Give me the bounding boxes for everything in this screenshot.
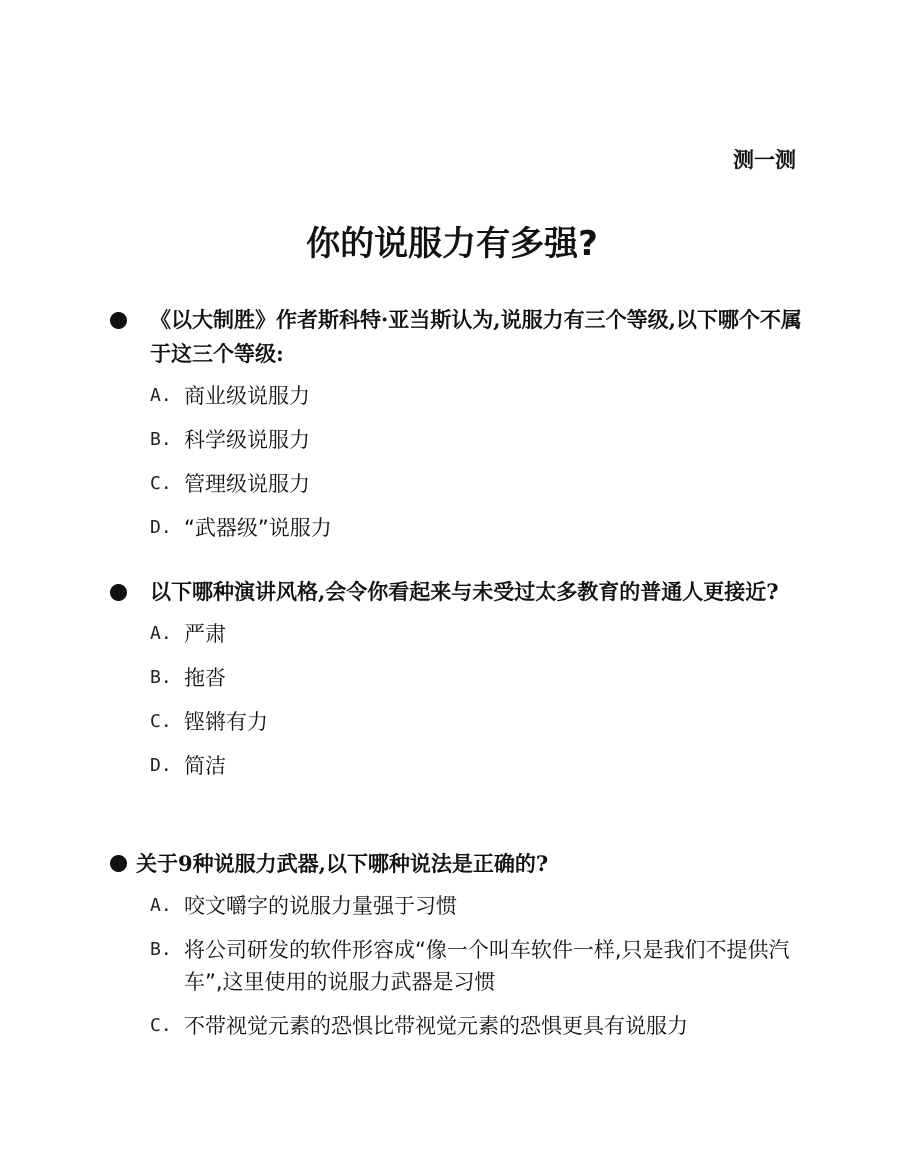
option-item [150, 750, 810, 782]
option-item [150, 618, 810, 650]
option-text: 咬文嚼字的说服力量强于习惯 [184, 894, 457, 918]
option-letter: A. [150, 385, 172, 406]
question-3-stem [110, 847, 810, 881]
question-3 [110, 847, 810, 1054]
option-letter: D. [150, 517, 172, 538]
option-item [150, 890, 810, 922]
option-letter: B. [150, 429, 172, 450]
bullet-icon [110, 312, 127, 329]
question-2-stem [110, 575, 810, 609]
option-item [150, 380, 810, 412]
option-text: 将公司研发的软件形容成“像一个叫车软件一样,只是我们不提供汽车”,这里使用的说服力武器是习惯 [184, 938, 790, 994]
page-title: 你的说服力有多强? [306, 224, 598, 264]
question-2-text: 以下哪种演讲风格,会令你看起来与未受过太多教育的普通人更接近? [150, 579, 779, 604]
option-text: 科学级说服力 [184, 428, 310, 452]
option-text: 管理级说服力 [184, 472, 310, 496]
option-text: 商业级说服力 [184, 384, 310, 408]
option-text: 简洁 [184, 754, 226, 778]
option-text: 铿锵有力 [184, 710, 268, 734]
option-item [150, 424, 810, 456]
question-3-options [110, 890, 810, 1042]
option-text: 严肃 [184, 622, 226, 646]
question-1 [110, 303, 810, 556]
question-3-text: 关于9种说服力武器,以下哪种说法是正确的? [136, 851, 549, 876]
option-letter: C. [150, 1015, 172, 1036]
option-item [150, 934, 810, 998]
question-1-stem [110, 303, 810, 371]
option-item [150, 662, 810, 694]
option-letter: A. [150, 895, 172, 916]
option-letter: C. [150, 711, 172, 732]
question-1-options [110, 380, 810, 544]
option-item [150, 706, 810, 738]
question-2-options [110, 618, 810, 782]
section-label: 测一测 [733, 148, 796, 172]
option-letter: D. [150, 755, 172, 776]
option-item [150, 468, 810, 500]
bullet-icon [110, 855, 127, 872]
option-letter: C. [150, 473, 172, 494]
option-letter: B. [150, 939, 172, 960]
option-text: 拖沓 [184, 666, 226, 690]
option-text: 不带视觉元素的恐惧比带视觉元素的恐惧更具有说服力 [184, 1014, 688, 1038]
option-text: “武器级”说服力 [184, 516, 332, 540]
question-1-text: 《以大制胜》作者斯科特·亚当斯认为,说服力有三个等级,以下哪个不属于这三个等级: [150, 307, 802, 366]
question-2 [110, 575, 810, 794]
bullet-icon [110, 584, 127, 601]
option-letter: A. [150, 623, 172, 644]
option-letter: B. [150, 667, 172, 688]
option-item [150, 1010, 810, 1042]
option-item [150, 512, 810, 544]
